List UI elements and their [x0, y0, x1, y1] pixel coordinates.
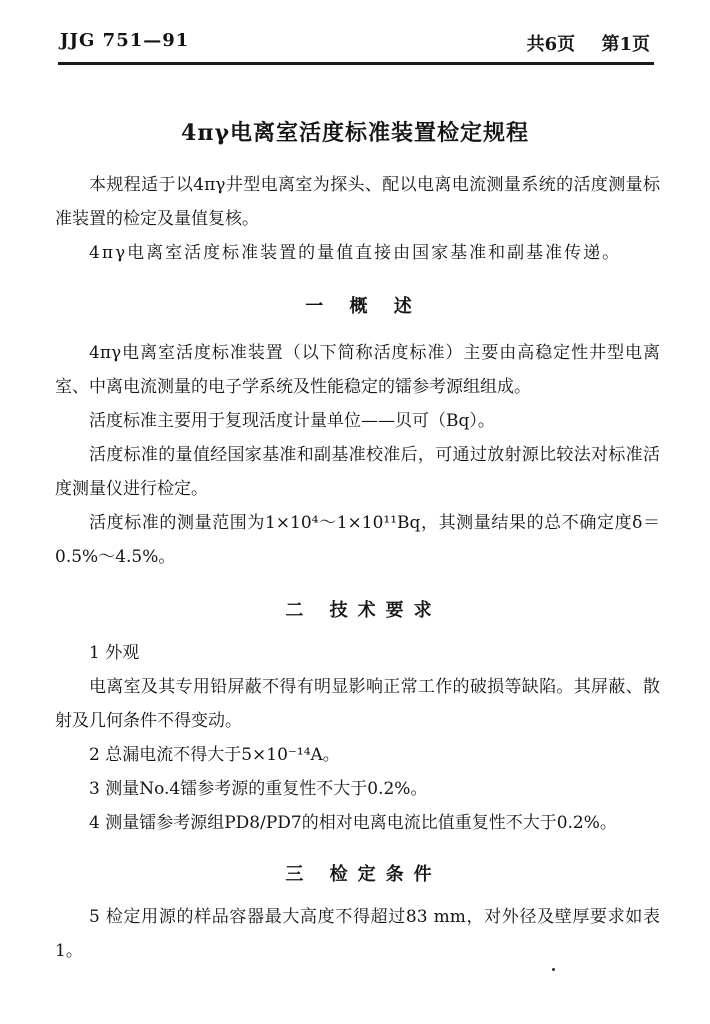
document-body	[55, 168, 660, 968]
requirement-item-1-text: 电离室及其专用铅屏蔽不得有明显影响正常工作的破损等缺陷。其屏蔽、散射及几何条件不得变动。	[55, 677, 660, 731]
condition-item-5: 5 检定用源的样品容器最大高度不得超过83 mm，对外径及壁厚要求如表1。	[55, 907, 660, 961]
requirement-item-1-title: 1 外观	[89, 643, 140, 663]
overview-paragraph-1: 4πγ电离室活度标准装置（以下简称活度标准）主要由高稳定性井型电离室、中离电流测量的电子学系统及性能稳定的镭参考源组组成。	[55, 343, 660, 397]
current-page: 第1页	[601, 34, 650, 55]
requirement-item-4: 4 测量镭参考源组PD8/PD7的相对电离电流比值重复性不大于0.2%。	[89, 813, 617, 833]
requirement-item-3: 3 测量No.4镭参考源的重复性不大于0.2%。	[89, 779, 428, 799]
standard-code: JJG 751—91	[60, 30, 190, 51]
intro-paragraph-1: 本规程适于以4πγ井型电离室为探头、配以电离电流测量系统的活度测量标准装置的检定及量值复核。	[55, 175, 660, 229]
page-indicator	[527, 30, 650, 56]
overview-paragraph-2: 活度标准主要用于复现活度计量单位——贝可（Bq）。	[89, 411, 495, 431]
header-rule	[58, 62, 654, 65]
section-heading-technical-requirements: 二 技术要求	[285, 600, 442, 621]
overview-paragraph-3: 活度标准的量值经国家基准和副基准校准后，可通过放射源比较法对标准活度测量仪进行检定。	[55, 445, 660, 499]
requirement-item-2: 2 总漏电流不得大于5×10⁻¹⁴A。	[89, 745, 340, 765]
overview-paragraph-4: 活度标准的测量范围为1×10⁴～1×10¹¹Bq，其测量结果的总不确定度δ＝0.5%～4.5%。	[55, 513, 660, 567]
page-header	[60, 28, 660, 58]
section-heading-verification-conditions: 三 检定条件	[285, 864, 442, 885]
speck-mark	[552, 968, 555, 971]
section-heading-overview: 一 概 述	[305, 296, 422, 317]
document-title: 4πγ电离室活度标准装置检定规程	[181, 120, 529, 146]
intro-paragraph-2: 4πγ电离室活度标准装置的量值直接由国家基准和副基准传递。	[89, 243, 622, 263]
total-pages: 共6页	[526, 34, 576, 55]
